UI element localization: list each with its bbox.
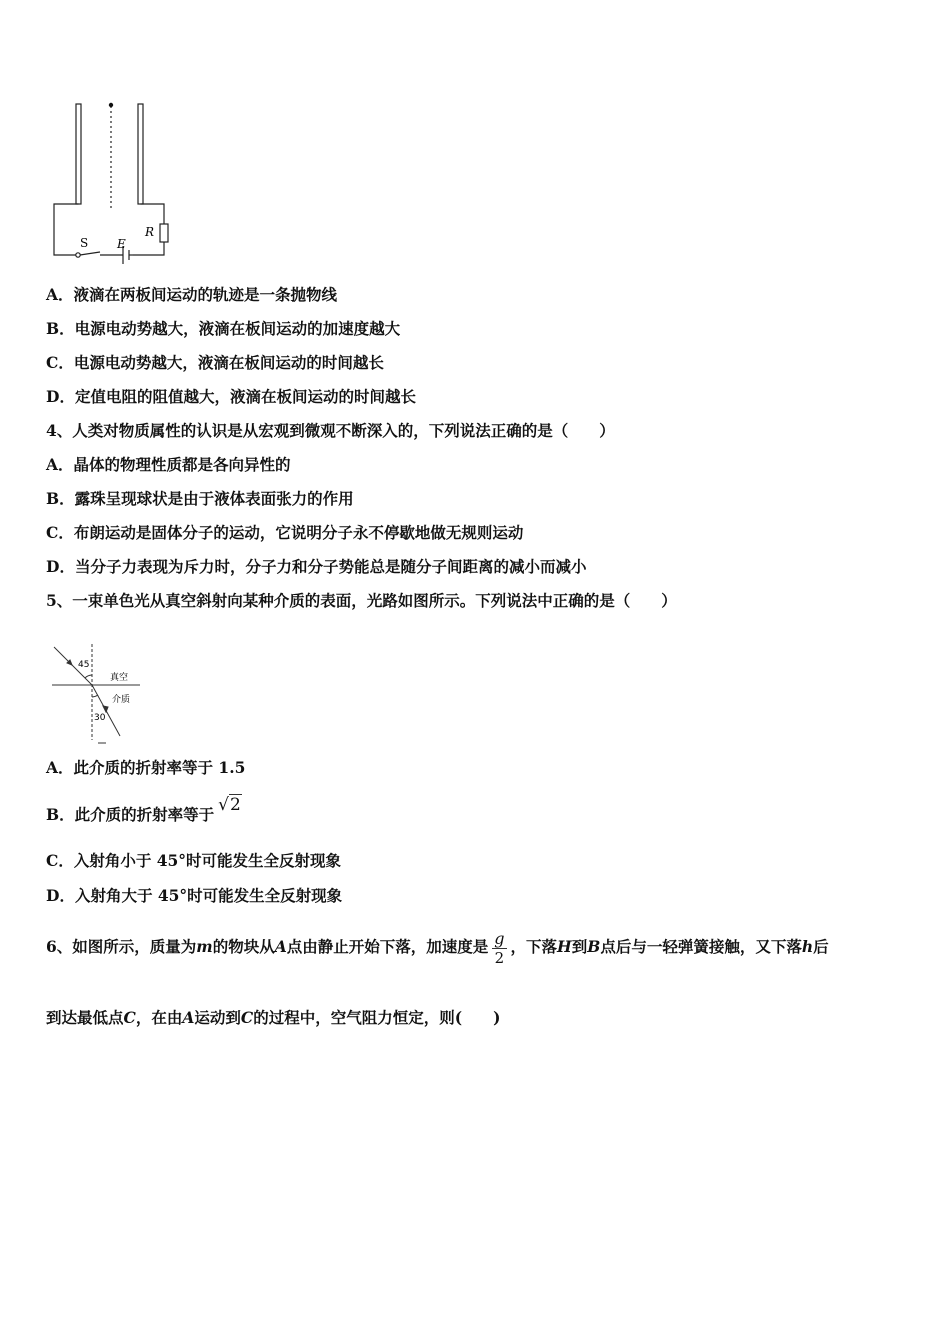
q3-option-d: D．定值电阻的阻值越大，液滴在板间运动的时间越长 [46, 387, 416, 406]
resistor [160, 224, 168, 242]
right-plate [138, 104, 143, 204]
q3-option-a: A．液滴在两板间运动的轨迹是一条抛物线 [46, 285, 338, 304]
q6-stem-line2: 到达最低点C，在由A运动到C的过程中，空气阻力恒定，则( ) [46, 1008, 501, 1027]
q5-option-a: A．此介质的折射率等于 1.5 [46, 758, 246, 777]
q4-option-a: A．晶体的物理性质都是各向异性的 [46, 455, 291, 474]
q5-option-c: C．入射角小于 45°时可能发生全反射现象 [46, 851, 342, 870]
label-s: S [80, 236, 89, 250]
label-e: E [117, 237, 126, 251]
left-plate [76, 104, 81, 204]
q5-option-b [46, 795, 242, 825]
angle-45-label: 45 [78, 660, 90, 670]
q3-option-c: C．电源电动势越大，液滴在板间运动的时间越长 [46, 353, 384, 372]
g-over-2-fraction: $\frac{g}{2}$ [494, 928, 505, 967]
capacitor-circuit-figure [40, 98, 180, 268]
q6-stem-line1: 6、如图所示，质量为m的物块从A点由静止开始下落，加速度是 $\frac{g}{2}$ ，下落H到B点后与一轻弹簧接触，又下落h后 [46, 928, 829, 967]
q4-option-d: D．当分子力表现为斥力时，分子力和分子势能总是随分子间距离的减小而减小 [46, 557, 587, 576]
refraction-figure [48, 640, 148, 748]
q5-option-b-text: B．此介质的折射率等于 [46, 805, 215, 824]
q4-option-b: B．露珠呈现球状是由于液体表面张力的作用 [46, 489, 354, 508]
q5-option-d: D．入射角大于 45°时可能发生全反射现象 [46, 886, 343, 905]
label-r: R [145, 225, 155, 239]
medium-label: 介质 [112, 695, 131, 705]
q5-stem: 5、一束单色光从真空斜射向某种介质的表面，光路如图所示。下列说法中正确的是（ ） [46, 591, 677, 610]
q4-stem: 4、人类对物质属性的认识是从宏观到微观不断深入的，下列说法正确的是（ ） [46, 421, 615, 440]
q4-option-c: C．布朗运动是固体分子的运动，它说明分子永不停歇地做无规则运动 [46, 523, 524, 542]
sqrt-two: √2 [218, 795, 241, 815]
q3-option-b: B．电源电动势越大，液滴在板间运动的加速度越大 [46, 319, 401, 338]
angle-30-label: 30 [94, 713, 106, 723]
vacuum-label: 真空 [110, 673, 129, 683]
